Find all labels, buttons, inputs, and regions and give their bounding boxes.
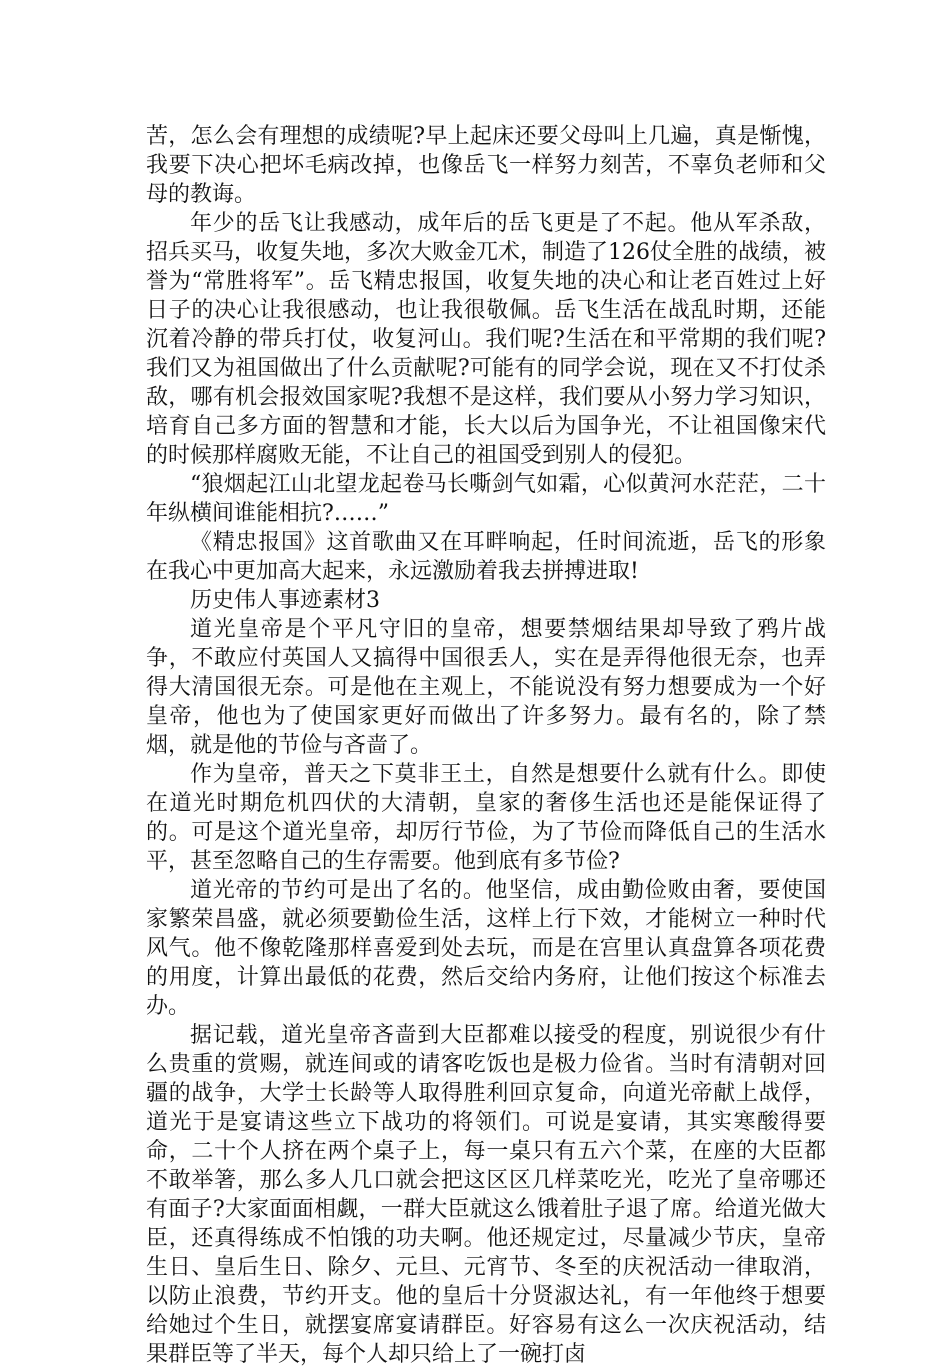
- paragraph-daoguang-emperor: 作为皇帝，普天之下莫非王土，自然是想要什么就有什么。即使在道光时期危机四伏的大清朝，皇家的奢侈生活也还是能保证得了的。可是这个道光皇帝，却厉行节俭，为了节俭而降低自己的生活水平，甚至忽略自己的生存需要。他到底有多节俭?: [146, 762, 826, 874]
- paragraph-daoguang-records: 据记载，道光皇帝吝啬到大臣都难以接受的程度，别说很少有什么贵重的赏赐，就连间或的请客吃饭也是极力俭省。当时有清朝对回疆的战争，大学士长龄等人取得胜利回京复命，向道光帝献上战俘，道光于是宴请这些立下战功的将领们。可说是宴请，其实寒酸得要命，二十个人挤在两个桌子上，每一桌只有五六个菜，在座的大臣都不敢举箸，那么多人几口就会把这区区几样菜吃光，吃光了皇帝哪还有面子?大家面面相觑，一群大臣就这么饿着肚子退了席。给道光做大臣，还真得练成不怕饿的功夫啊。他还规定过，尽量减少节庆，皇帝生日、皇后生日、除夕、元旦、元宵节、冬至的庆祝活动一律取消，以防止浪费，节约开支。他的皇后十分贤淑达礼，有一年他终于想要给她过个生日，就摆宴席宴请群臣。好容易有这么一次庆祝活动，结果群臣等了半天，每个人却只给上了一碗打卤: [146, 1023, 826, 1367]
- paragraph-song-lyrics: “狼烟起江山北望龙起卷马长嘶剑气如霜，心似黄河水茫茫，二十年纵横间谁能相抗?……”: [146, 472, 826, 526]
- paragraph-yuefei-adult: 年少的岳飞让我感动，成年后的岳飞更是了不起。他从军杀敌，招兵买马，收复失地，多次大败金兀术，制造了126仗全胜的战绩，被誉为“常胜将军”。岳飞精忠报国，收复失地的决心和让老百姓过上好日子的决心让我很感动，也让我很敬佩。岳飞生活在战乱时期，还能沉着冷静的带兵打仗，收复河山。我们呢?生活在和平常期的我们呢?我们又为祖国做出了什么贡献呢?可能有的同学会说，现在又不打仗杀敌，哪有机会报效国家呢?我想不是这样，我们要从小努力学习知识，培育自己多方面的智慧和才能，长大以后为国争光，不让祖国像宋代的时候那样腐败无能，不让自己的祖国受到别人的侵犯。: [146, 211, 826, 468]
- paragraph-daoguang-intro: 道光皇帝是个平凡守旧的皇帝，想要禁烟结果却导致了鸦片战争，不敢应付英国人又搞得中国很丢人，实在是弄得他很无奈，也弄得大清国很无奈。可是他在主观上，不能说没有努力想要成为一个好皇帝，他也为了使国家更好而做出了许多努力。最有名的，除了禁烟，就是他的节俭与吝啬了。: [146, 617, 826, 758]
- paragraph-song-reflection: 《精忠报国》这首歌曲又在耳畔响起，任时间流逝，岳飞的形象在我心中更加高大起来，永远激励着我去拼搏进取!: [146, 530, 826, 584]
- paragraph-continuation: 苦，怎么会有理想的成绩呢?早上起床还要父母叫上几遍，真是惭愧，我要下决心把坏毛病改掉，也像岳飞一样努力刻苦，不辜负老师和父母的教诲。: [146, 124, 826, 207]
- document-body: [146, 122, 826, 1369]
- section-title: 历史伟人事迹素材3: [190, 588, 380, 613]
- paragraph-daoguang-thrift: 道光帝的节约可是出了名的。他坚信，成由勤俭败由奢，要使国家繁荣昌盛，就必须要勤俭生活，这样上行下效，才能树立一种时代风气。他不像乾隆那样喜爱到处去玩，而是在宫里认真盘算各项花费的用度，计算出最低的花费，然后交给内务府，让他们按这个标准去办。: [146, 878, 826, 1019]
